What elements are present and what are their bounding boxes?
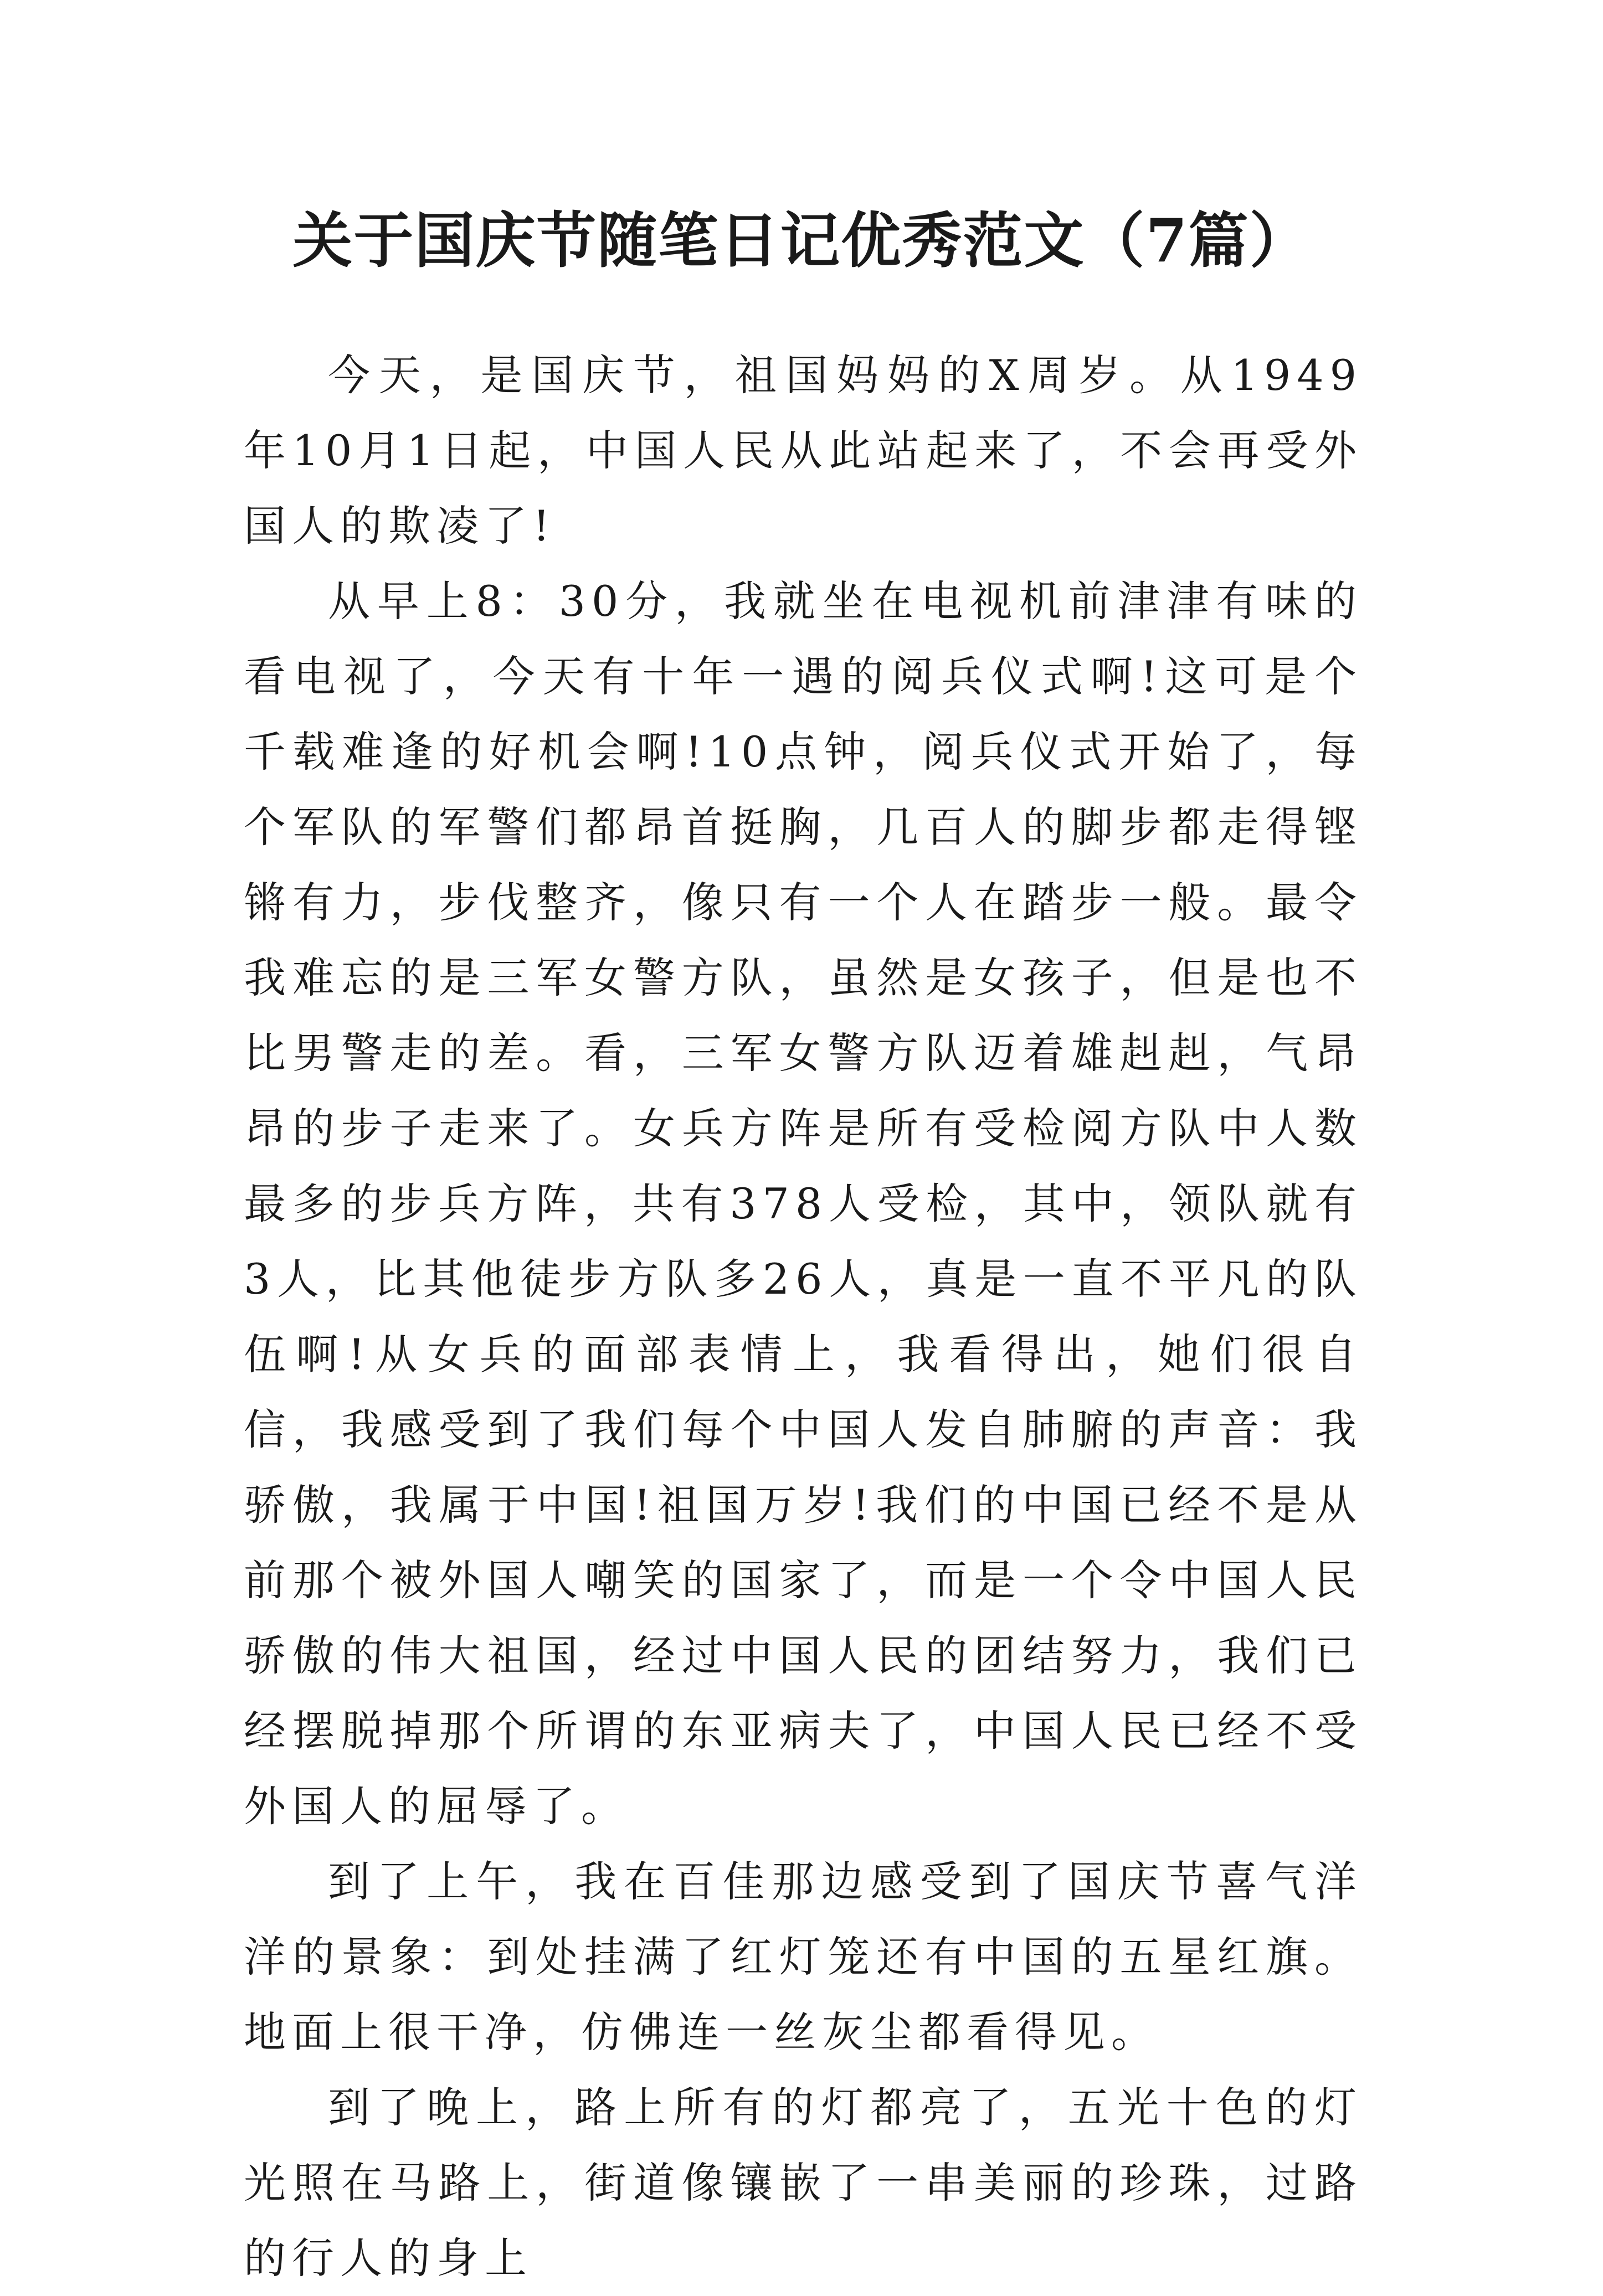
document-title: 关于国庆节随笔日记优秀范文（7篇） [292, 206, 1311, 276]
paragraph-morning-scene: 到了上午，我在百佳那边感受到了国庆节喜气洋洋的景象：到处挂满了红灯笼还有中国的五星红旗。地面上很干净，仿佛连一丝灰尘都看得见。 [244, 1857, 1363, 2057]
paragraph-national-day-intro: 今天，是国庆节，祖国妈妈的X周岁。从1949年10月1日起，中国人民从此站起来了，不会再受外国人的欺凌了! [244, 351, 1363, 550]
document-body [244, 338, 1363, 2296]
paragraph-evening-lights: 到了晚上，路上所有的灯都亮了，五光十色的灯光照在马路上，街道像镶嵌了一串美丽的珍珠，过路的行人的身上 [244, 2083, 1363, 2283]
paragraph-military-parade: 从早上8：30分，我就坐在电视机前津津有味的看电视了，今天有十年一遇的阅兵仪式啊!这可是个千载难逢的好机会啊!10点钟，阅兵仪式开始了，每个军队的军警们都昂首挺胸，几百人的脚步都走得铿锵有力，步伐整齐，像只有一个人在踏步一般。最令我难忘的是三军女警方队，虽然是女孩子，但是也不比男警走的差。看，三军女警方队迈着雄赳赳，气昂昂的步子走来了。女兵方阵是所有受检阅方队中人数最多的步兵方阵，共有378人受检，其中，领队就有3人，比其他徒步方队多26人，真是一直不平凡的队伍啊!从女兵的面部表情上，我看得出，她们很自信，我感受到了我们每个中国人发自肺腑的声音：我骄傲，我属于中国!祖国万岁!我们的中国已经不是从前那个被外国人嘲笑的国家了，而是一个令中国人民骄傲的伟大祖国，经过中国人民的团结努力，我们已经摆脱掉那个所谓的东亚病夫了，中国人民已经不受外国人的屈辱了。 [244, 576, 1363, 1831]
